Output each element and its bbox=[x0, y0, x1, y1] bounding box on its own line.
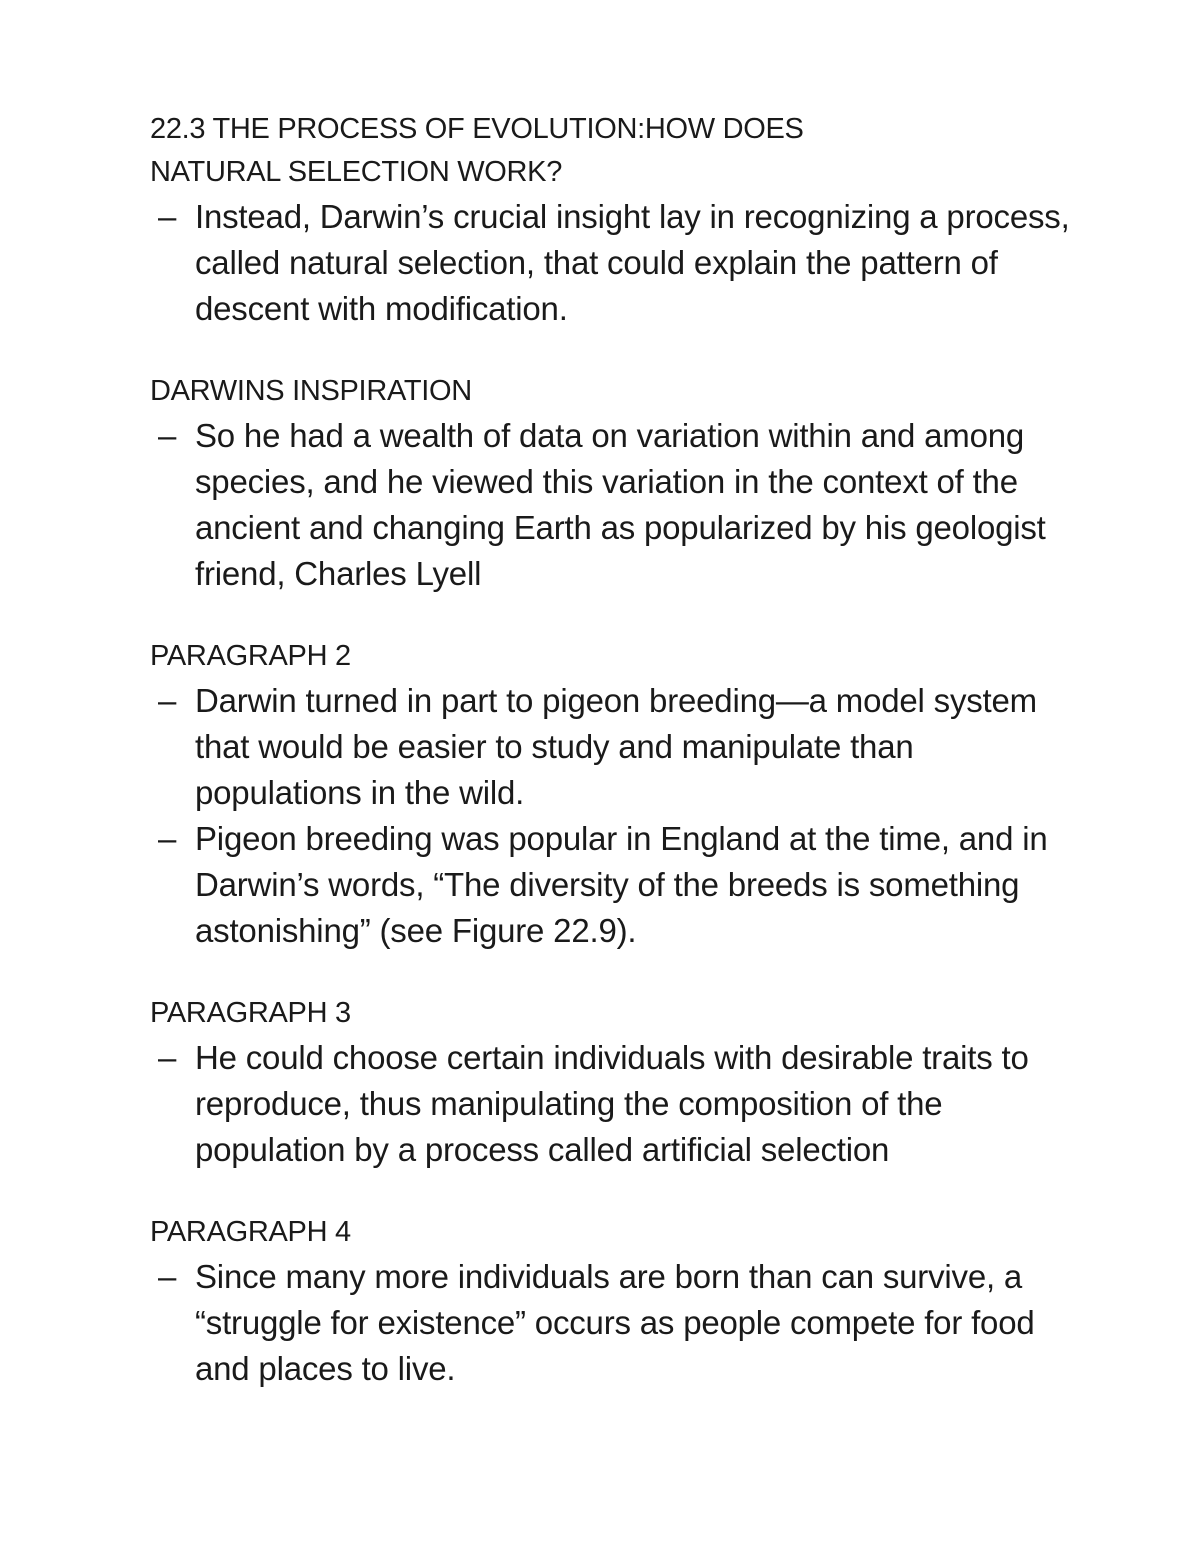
list-item bbox=[150, 816, 1070, 954]
bullet-list bbox=[150, 678, 1070, 954]
list-item-text: Pigeon breeding was popular in England at the time, and in Darwin’s words, “The diversity of the breeds is something astonishing” (see Figure 22.9). bbox=[195, 820, 1048, 949]
list-item bbox=[150, 413, 1070, 597]
list-item bbox=[150, 1035, 1070, 1173]
list-item-text: Instead, Darwin’s crucial insight lay in recognizing a process, called natural selection, that could explain the pattern of descent with modification. bbox=[195, 198, 1070, 327]
section-heading: PARAGRAPH 4 bbox=[150, 1216, 351, 1248]
bullet-dash: – bbox=[158, 1258, 177, 1295]
list-item-text: Since many more individuals are born than can survive, a “struggle for existence” occurs as people compete for food and places to live. bbox=[195, 1258, 1035, 1387]
section-process-of-evolution bbox=[150, 108, 1070, 332]
section-darwins-inspiration bbox=[150, 370, 1070, 597]
bullet-dash: – bbox=[158, 682, 177, 719]
section-heading: PARAGRAPH 2 bbox=[150, 640, 351, 672]
section-paragraph-3 bbox=[150, 992, 1070, 1173]
section-heading: DARWINS INSPIRATION bbox=[150, 375, 472, 407]
list-item-text: He could choose certain individuals with desirable traits to reproduce, thus manipulating the composition of the population by a process called artificial selection bbox=[195, 1039, 1029, 1168]
list-item bbox=[150, 678, 1070, 816]
list-item-text: Darwin turned in part to pigeon breeding—a model system that would be easier to study and manipulate than populations in the wild. bbox=[195, 682, 1037, 811]
section-paragraph-2 bbox=[150, 635, 1070, 954]
bullet-list bbox=[150, 194, 1070, 332]
section-paragraph-4 bbox=[150, 1211, 1070, 1392]
bullet-dash: – bbox=[158, 820, 177, 857]
list-item bbox=[150, 194, 1070, 332]
section-heading: PARAGRAPH 3 bbox=[150, 997, 351, 1029]
list-item-text: So he had a wealth of data on variation within and among species, and he viewed this variation in the context of the ancient and changing Earth as popularized by his geologist friend, Charles Lyell bbox=[195, 417, 1046, 592]
bullet-list bbox=[150, 1035, 1070, 1173]
section-heading: 22.3 THE PROCESS OF EVOLUTION:HOW DOES NATURAL SELECTION WORK? bbox=[150, 113, 804, 188]
bullet-list bbox=[150, 413, 1070, 597]
bullet-dash: – bbox=[158, 198, 177, 235]
bullet-dash: – bbox=[158, 417, 177, 454]
list-item bbox=[150, 1254, 1070, 1392]
bullet-list bbox=[150, 1254, 1070, 1392]
document-page bbox=[150, 108, 1070, 1392]
bullet-dash: – bbox=[158, 1039, 177, 1076]
